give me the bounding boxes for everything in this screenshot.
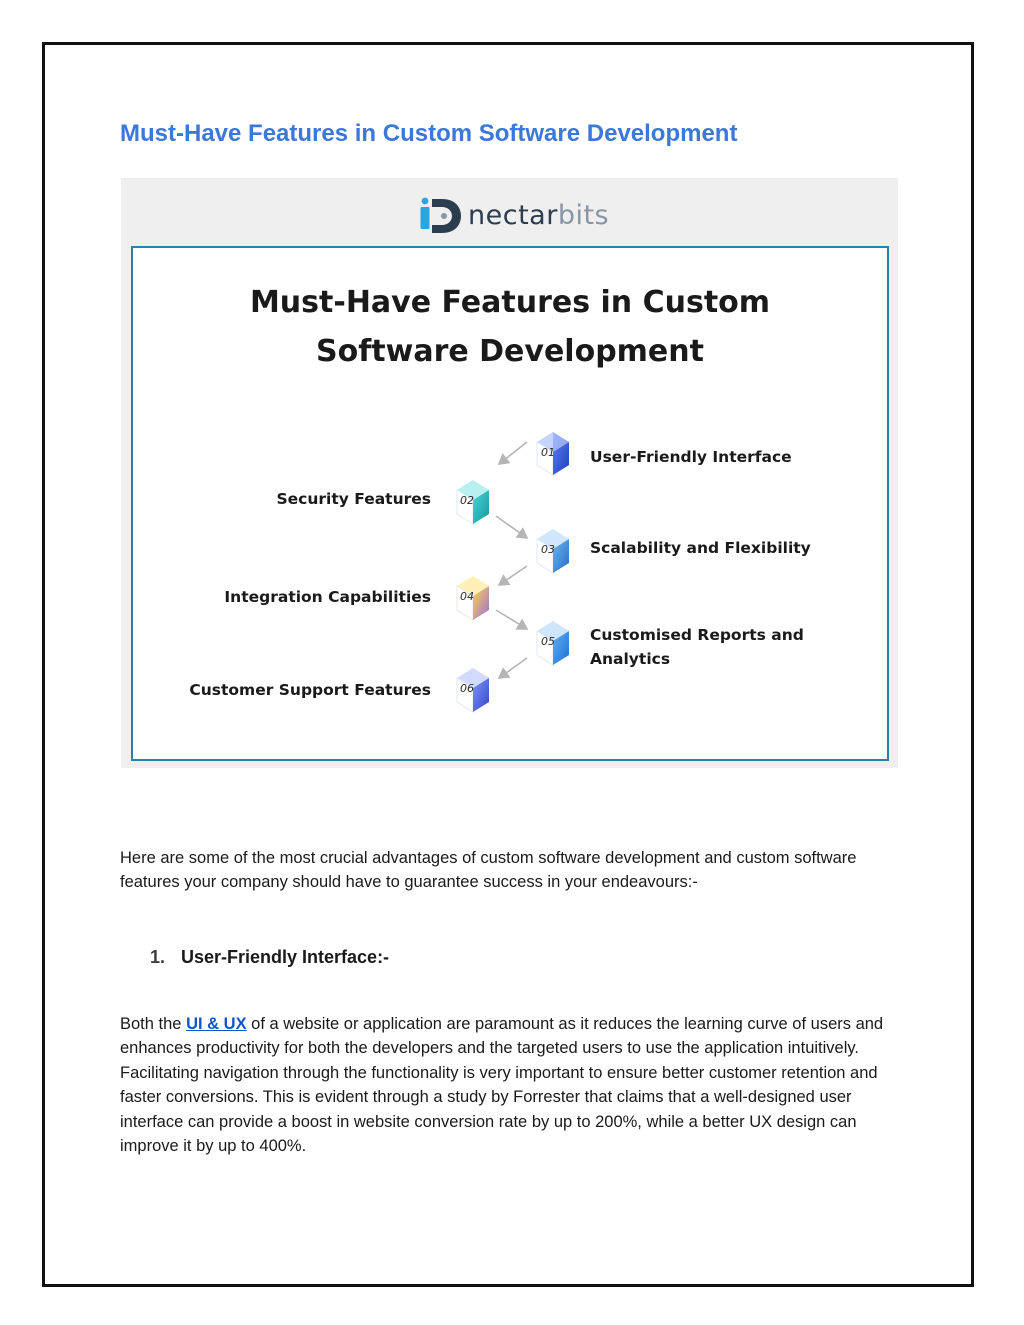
section-1-number: 1. [150, 947, 166, 967]
step-03-cube [537, 529, 569, 573]
section-1-text-before: Both the [120, 1015, 187, 1033]
step-01-cube [537, 432, 569, 475]
step-02-number: 02 [460, 494, 474, 507]
step-01-label: User-Friendly Interface [590, 448, 792, 466]
logo-wordmark-part1: nectar [468, 200, 558, 231]
connector-1-2 [499, 442, 527, 464]
step-06-cube [457, 668, 489, 712]
intro-paragraph: Here are some of the most crucial advantages of custom software development and custom software features your company should have to guarantee success in your endeavours:- [120, 849, 857, 891]
step-04-cube [457, 576, 489, 620]
connector-4-5 [496, 610, 527, 629]
logo-wordmark [468, 201, 609, 231]
step-06-number: 06 [460, 682, 474, 695]
section-1-paragraph [120, 1012, 910, 1158]
connector-5-6 [499, 658, 527, 678]
connector-2-3 [496, 516, 527, 538]
ui-ux-link[interactable]: UI & UX [186, 1015, 247, 1033]
step-04-label: Integration Capabilities [224, 588, 431, 606]
step-06-label: Customer Support Features [189, 681, 431, 699]
step-02-cube [457, 480, 489, 524]
step-05-cube [537, 621, 569, 665]
step-03-label: Scalability and Flexibility [590, 539, 811, 557]
section-1-text-after: of a website or application are paramount as it reduces the learning curve of users and enhances productivity for both the developers and the targeted users to use the application intuitively. Facilitating navigation through the functionality is very important to ensure better customer retention and faster conversions. This is evident through a study by Forrester that claims that a well-designed user interface can provide a boost in website conversion rate by up to 200%, while a better UX design can improve it by up to 400%. [120, 1015, 884, 1156]
document-title: Must-Have Features in Custom Software Development [120, 120, 738, 147]
step-03-number: 03 [541, 543, 555, 556]
infographic-title-line1: Must-Have Features in Custom [249, 285, 771, 320]
step-05-number: 05 [541, 635, 555, 648]
logo-wordmark-part2: bits [557, 200, 610, 231]
section-1-title: User-Friendly Interface:- [181, 947, 390, 967]
infographic-banner [121, 178, 898, 768]
step-05-label [590, 623, 804, 671]
step-01-number: 01 [541, 446, 555, 459]
step-02-label: Security Features [276, 490, 431, 508]
step-05-label-line1: Customised Reports and [590, 626, 804, 644]
connector-3-4 [499, 566, 527, 585]
infographic-title-line2: Software Development [316, 334, 704, 369]
nectarbits-logo [417, 194, 617, 238]
step-05-label-line2: Analytics [590, 650, 671, 668]
step-04-number: 04 [460, 590, 474, 603]
nectarbits-logo-mark [417, 194, 467, 238]
infographic-card [131, 246, 889, 761]
section-1-heading [150, 947, 389, 968]
